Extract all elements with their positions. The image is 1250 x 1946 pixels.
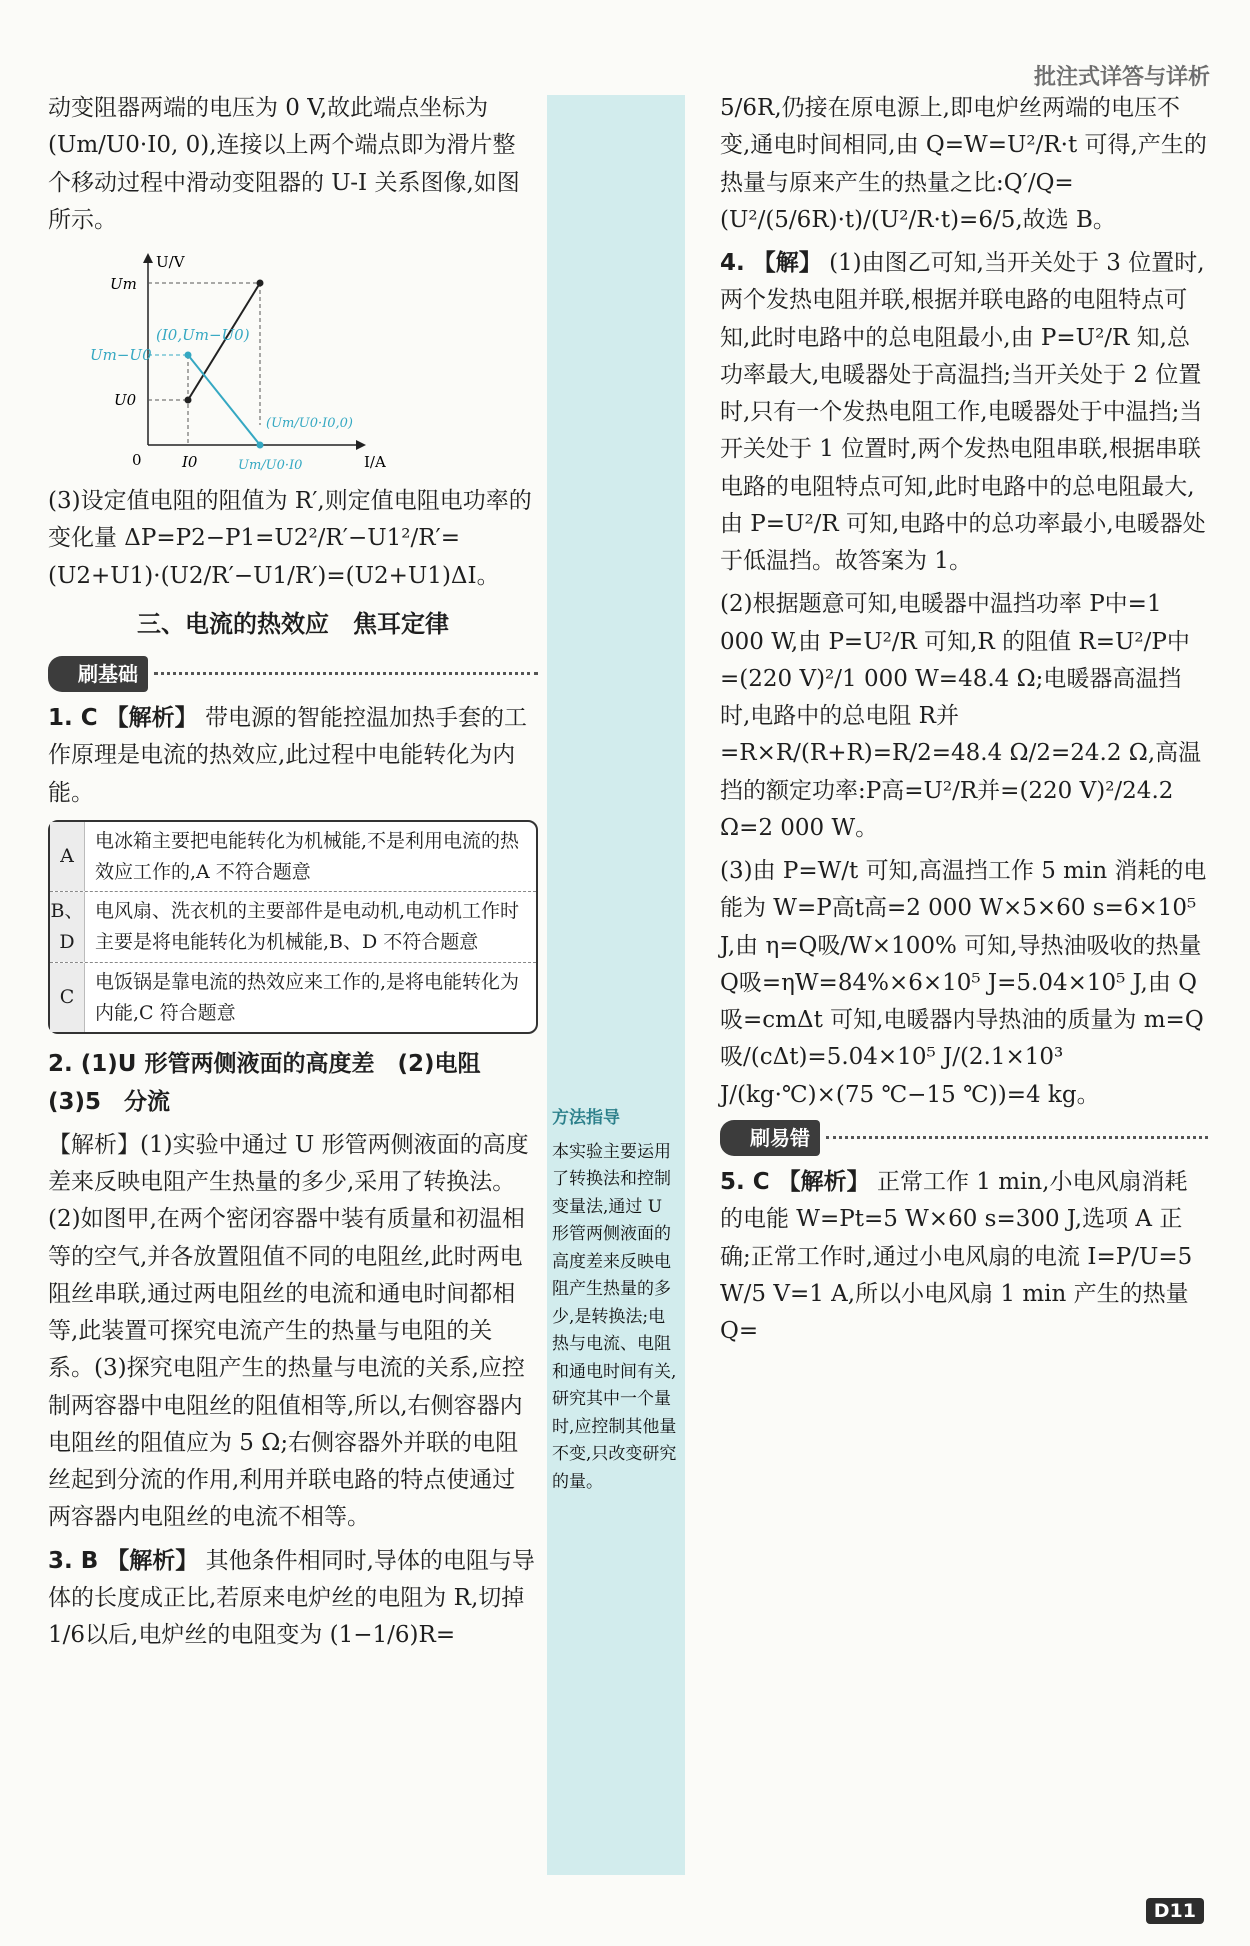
left-column: [48, 90, 538, 1660]
paragraph: 5/6R,仍接在原电源上,即电炉丝两端的电压不变,通电时间相同,由 Q=W=U²/R·t 可得,产生的热量与原来产生的热量之比:Q′/Q=(U²/(5/6R)·t)/(U²/R·t)=6/5,故选 B。: [720, 95, 1207, 233]
tick-i0: I0: [182, 453, 198, 471]
tip-title: 方法指导: [552, 1108, 620, 1128]
u-i-graph: [88, 245, 388, 475]
divider: [154, 672, 538, 675]
margin-strip: [547, 95, 685, 1875]
q4-part3: (3)由 P=W/t 可知,高温挡工作 5 min 消耗的电能为 W=P高t高=2 000 W×5×60 s=6×10⁵ J,由 η=Q吸/W×100% 可知,导热油吸收的热量 Q吸=ηW=84%×6×10⁵ J=5.04×10⁵ J,由 Q吸=cmΔt 可知,电暖器内导热油的质量为 m=Q吸/(cΔt)=5.04×10⁵ J/(2.1×10³ J/(kg·℃)×(75 ℃−15 ℃))=4 kg。: [720, 858, 1207, 1108]
option-label: A: [50, 822, 85, 892]
options-box: [48, 820, 538, 1035]
q4-head: 4. 【解】: [720, 250, 822, 276]
tick-um: Um: [110, 275, 137, 293]
q5-text: 正常工作 1 min,小电风扇消耗的电能 W=Pt=5 W×60 s=300 J,选项 A 正确;正常工作时,通过小电风扇的电流 I=P/U=5 W/5 V=1 A,所以小电风扇 1 min 产生的热量 Q=: [720, 1169, 1193, 1345]
question-4: [720, 245, 1208, 580]
tick-um-u0: Um−U0: [90, 346, 152, 364]
section-tag: 刷基础: [48, 656, 148, 692]
page-number: D11: [1146, 1898, 1204, 1924]
tick-x2: Um/U0·I0: [238, 458, 303, 473]
option-row: [50, 822, 536, 893]
paragraph: 动变阻器两端的电压为 0 V,故此端点坐标为 (Um/U0·I0, 0),连接以上两个端点即为滑片整个移动过程中滑动变阻器的 U-I 关系图像,如图所示。: [48, 95, 520, 233]
right-column: [720, 90, 1208, 1356]
question-1: [48, 700, 538, 812]
q5-head: 5. C 【解析】: [720, 1169, 870, 1196]
q2-text: 【解析】(1)实验中通过 U 形管两侧液面的高度差来反映电阻产生热量的多少,采用了转换法。(2)如图甲,在两个密闭容器中装有质量和初温相等的空气,并各放置阻值不同的电阻丝,此时两电阻丝串联,通过两电阻丝的电流和通电时间都相等,此装置可探究电流产生的热量与电阻的关系。(3)探究电阻产生的热量与电流的关系,应控制两容器中电阻丝的阻值相等,所以,右侧容器内电阻丝的阻值应为 5 Ω;右侧容器外并联的电阻丝起到分流的作用,利用并联电路的特点使通过两容器内电阻丝的电流不相等。: [48, 1131, 529, 1531]
q4-part1: (1)由图乙可知,当开关处于 3 位置时,两个发热电阻并联,根据并联电路的电阻特点可知,此时电路中的总电阻最小,由 P=U²/R 知,总功率最大,电暖器处于高温挡;当开关处于 2 位置时,只有一个发热电阻工作,电暖器处于中温挡;当开关处于 1 位置时,两个发热电阻串联,根据串联电路的电阻特点可知,此时电路中的总电阻最大,由 P=U²/R 可知,电路中的总功率最小,电暖器处于低温挡。故答案为 1。: [720, 250, 1206, 574]
q4-part2: (2)根据题意可知,电暖器中温挡功率 P中=1 000 W,由 P=U²/R 可知,R 的阻值 R=U²/P中=(220 V)²/1 000 W=48.4 Ω;电暖器高温挡时,电路中的总电阻 R并=R×R/(R+R)=R/2=48.4 Ω/2=24.2 Ω,高温挡的额定功率:P高=U²/R并=(220 V)²/24.2 Ω=2 000 W。: [720, 591, 1202, 841]
tag-row: [48, 656, 538, 692]
option-row: [50, 892, 536, 963]
graph-xlabel: I/A: [364, 453, 386, 471]
q3-head: 3. B 【解析】: [48, 1547, 199, 1574]
divider: [826, 1136, 1208, 1139]
method-tip: [552, 1105, 682, 1496]
q1-text: 带电源的智能控温加热手套的工作原理是电流的热效应,此过程中电能转化为内能。: [48, 705, 527, 806]
q2-head: 2. (1)U 形管两侧液面的高度差 (2)电阻 (3)5 分流: [48, 1051, 504, 1115]
header-title: 批注式详答与详析: [1033, 65, 1210, 90]
option-text: 电饭锅是靠电流的热效应来工作的,是将电能转化为内能,C 符合题意: [95, 970, 520, 1024]
option-text: 电风扇、洗衣机的主要部件是电动机,电动机工作时主要是将电能转化为机械能,B、D 不符合题意: [95, 900, 520, 954]
graph-ylabel: U/V: [156, 253, 185, 271]
q3-text: 其他条件相同时,导体的电阻与导体的长度成正比,若原来电炉丝的电阻为 R,切掉1/6以后,电炉丝的电阻变为 (1−1/6)R=: [48, 1547, 535, 1649]
option-label: C: [50, 963, 85, 1033]
section-title: 三、电流的热效应 焦耳定律: [137, 609, 449, 638]
tag-row: [720, 1120, 1208, 1156]
q1-head: 1. C 【解析】: [48, 705, 198, 732]
point-label-1: (I0,Um−U0): [156, 326, 250, 344]
option-text: 电冰箱主要把电能转化为机械能,不是利用电流的热效应工作的,A 不符合题意: [95, 829, 520, 883]
option-label: B、D: [50, 892, 85, 962]
tick-u0: U0: [114, 391, 137, 409]
point-label-2: (Um/U0·I0,0): [266, 416, 353, 431]
section-tag: 刷易错: [720, 1120, 820, 1156]
graph-origin: 0: [132, 451, 142, 469]
question-3: [48, 1543, 538, 1655]
option-row: [50, 963, 536, 1033]
paragraph: (3)设定值电阻的阻值为 R′,则定值电阻电功率的变化量 ΔP=P2−P1=U2²/R′−U1²/R′=(U2+U1)·(U2/R′−U1/R′)=(U2+U1)ΔI。: [48, 488, 532, 589]
question-5: [720, 1164, 1208, 1350]
tip-text: 本实验主要运用了转换法和控制变量法,通过 U 形管两侧液面的高度差来反映电阻产生热量的多少,是转换法;电热与电流、电阻和通电时间有关,研究其中一个量时,应控制其他量不变,只改变研究的量。: [552, 1141, 677, 1492]
